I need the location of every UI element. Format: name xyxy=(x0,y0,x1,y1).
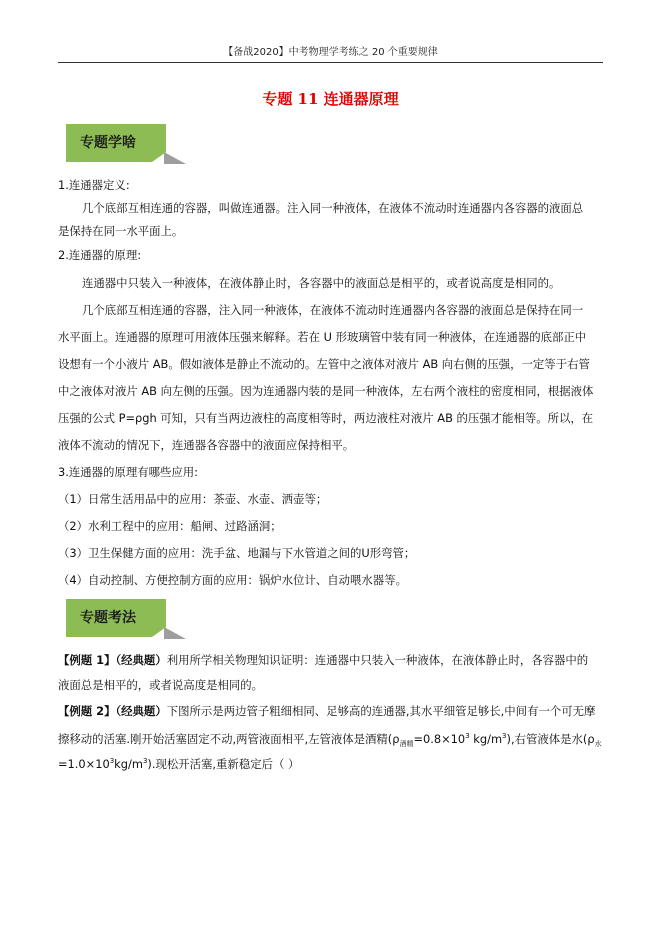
explanation-line6: 液体不流动的情况下，连通器各容器中的液面应保持相平。 xyxy=(58,438,355,452)
application-heading: 3.连通器的原理有哪些应用: xyxy=(58,465,199,479)
example-2-line2-c: kg/m xyxy=(469,731,503,746)
explanation-line4: 中之液体对液片 AB 向左侧的压强。因为连通器内装的是同一种液体，左右两个液柱的密度相同，根据液体 xyxy=(58,384,594,398)
definition-heading: 1.连通器定义: xyxy=(58,178,130,192)
section-banner-learn xyxy=(66,124,186,162)
example-2-text: 下图所示是两边管子粗细相同、足够高的连通器,其水平细管足够长,中间有一个可无摩 xyxy=(166,704,596,718)
rho-water-subscript: 水 xyxy=(594,740,602,749)
definition-para-line1: 几个底部互相连通的容器，叫做连通器。注入同一种液体，在液体不流动时连通器内各容器的液面总 xyxy=(82,201,584,215)
banner-shadow xyxy=(164,152,186,164)
header-rule xyxy=(58,62,603,63)
example-1-line1 xyxy=(58,652,603,668)
section-banner-exam xyxy=(66,599,186,637)
example-2-tag: 【例题 2】（经典题） xyxy=(58,704,167,718)
example-1-text: 利用所学相关物理知识证明：连通器中只装入一种液体，在液体静止时，各容器中的 xyxy=(166,653,589,667)
explanation-line2: 水平面上。连通器的原理可用液体压强来解释。若在 U 形玻璃管中装有同一种液体，在连通器的底部正中 xyxy=(58,330,587,344)
section-title-exam: 专题考法 xyxy=(80,610,136,626)
explanation-line1: 几个底部互相连通的容器，注入同一种液体，在液体不流动时连通器内各容器的液面总是保持在同一 xyxy=(82,303,584,317)
application-item-1: （1）日常生活用品中的应用：茶壶、水壶、洒壶等； xyxy=(58,492,328,506)
example-2-line2-d: ),右管液体是水(ρ xyxy=(506,731,595,746)
exponent: 3 xyxy=(109,757,115,765)
definition-para-line2: 是保持在同一水平面上。 xyxy=(58,224,184,238)
example-2-line1 xyxy=(58,703,603,719)
section-title-learn: 专题学啥 xyxy=(80,135,136,151)
rho-alcohol-subscript: 酒精 xyxy=(399,740,414,749)
principle-para-line1: 连通器中只装入一种液体，在液体静止时，各容器中的液面总是相平的，或者说高度是相同的。 xyxy=(82,276,561,290)
exponent: 3 xyxy=(142,757,148,765)
example-2-line3-c: ).现松开活塞,重新稳定后（ ） xyxy=(147,756,300,771)
page-header: 【备战2020】中考物理学考练之 20 个重要规律 xyxy=(223,47,438,58)
example-2-line2 xyxy=(58,728,603,752)
exponent: 3 xyxy=(465,732,470,740)
page-title: 专题 11 连通器原理 xyxy=(262,90,399,108)
principle-heading: 2.连通器的原理: xyxy=(58,248,142,262)
example-2-line2-b: =0.8×10 xyxy=(413,731,466,746)
example-2-line3-a: =1.0×10 xyxy=(58,756,110,771)
banner-shadow xyxy=(164,627,186,639)
example-2-line3-b: kg/m xyxy=(114,756,143,771)
explanation-line3: 设想有一个小液片 AB。假如液体是静止不流动的。左管中之液体对液片 AB 向右侧的压强，一定等于右管 xyxy=(58,357,590,371)
application-item-2: （2）水利工程中的应用：船闸、过路涵洞； xyxy=(58,519,282,533)
application-item-3: （3）卫生保健方面的应用：洗手盆、地漏与下水管道之间的U形弯管； xyxy=(58,546,416,560)
example-1-tag: 【例题 1】（经典题） xyxy=(58,653,167,667)
exponent: 3 xyxy=(502,732,507,740)
example-2-line3 xyxy=(58,753,603,772)
example-1-line2: 液面总是相平的，或者说高度是相同的。 xyxy=(58,678,264,692)
application-item-4: （4）自动控制、方便控制方面的应用：锅炉水位计、自动喂水器等。 xyxy=(58,573,407,587)
explanation-line5: 压强的公式 P=ρgh 可知，只有当两边液柱的高度相等时，两边液柱对液片 AB 的压强才能相等。所以，在 xyxy=(58,411,594,425)
example-2-line2-a: 擦移动的活塞.刚开始活塞固定不动,两管液面相平,左管液体是酒精(ρ xyxy=(58,731,400,746)
